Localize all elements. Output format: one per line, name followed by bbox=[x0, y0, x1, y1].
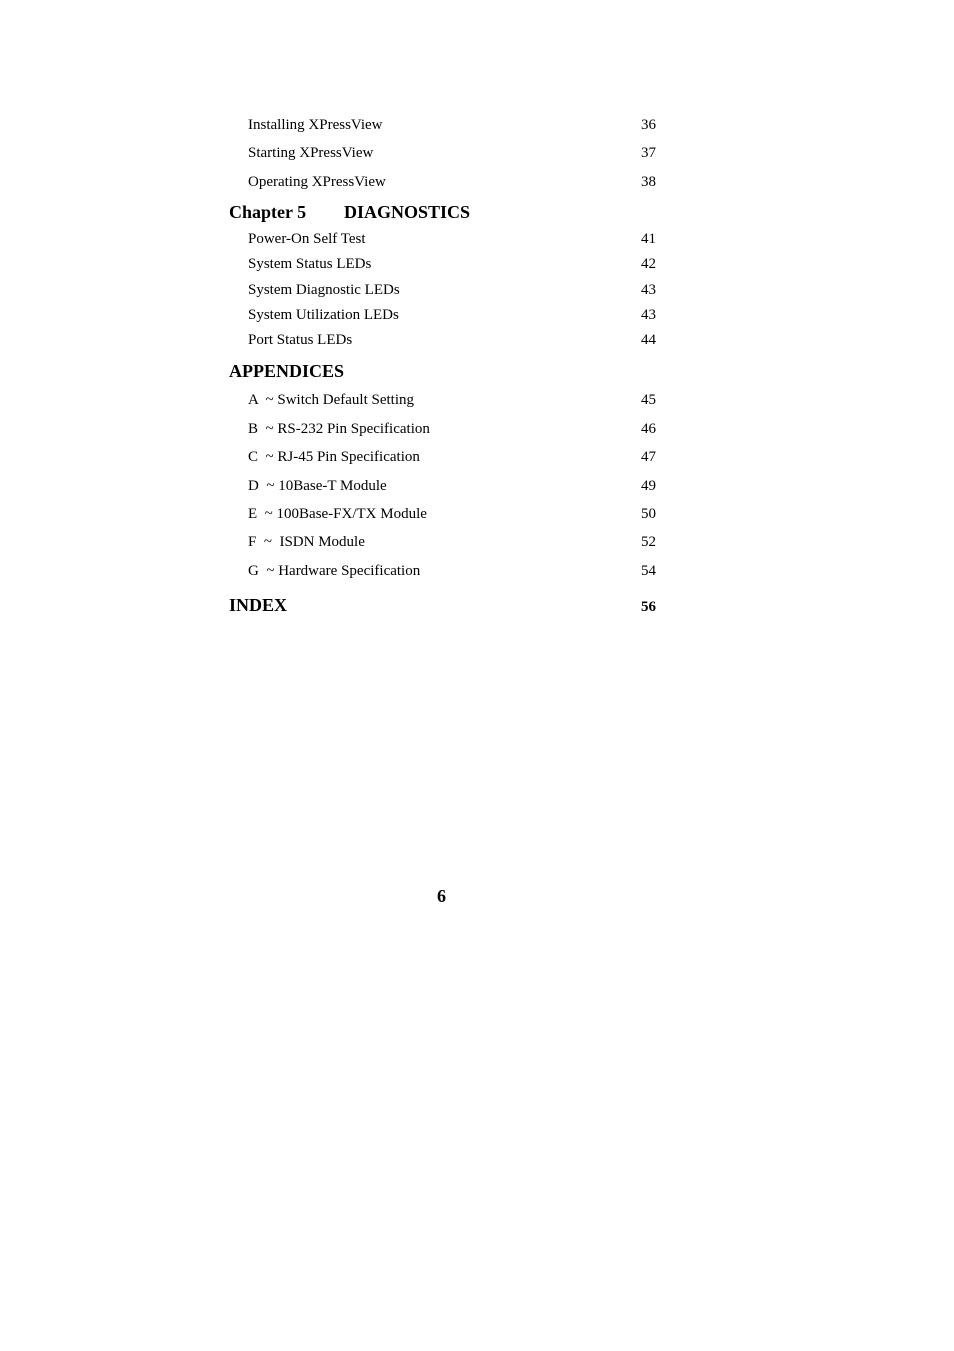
toc-entry-page: 37 bbox=[641, 145, 656, 161]
toc-entry-title: System Diagnostic LEDs bbox=[248, 282, 400, 298]
toc-entry-page: 50 bbox=[641, 506, 656, 522]
toc-entry-title: C ~ RJ-45 Pin Specification bbox=[248, 449, 420, 465]
toc-entry-title: E ~ 100Base-FX/TX Module bbox=[248, 506, 427, 522]
chapter-title: DIAGNOSTICS bbox=[344, 202, 471, 222]
appendices-title: APPENDICES bbox=[229, 361, 345, 381]
toc-entry-title: Power-On Self Test bbox=[248, 231, 366, 247]
toc-entry-page: 47 bbox=[641, 449, 656, 465]
toc-entry-page: 36 bbox=[641, 117, 656, 133]
index-title: INDEX bbox=[229, 595, 288, 615]
toc-entry-title: System Status LEDs bbox=[248, 256, 372, 272]
toc-entry-title: D ~ 10Base-T Module bbox=[248, 478, 387, 494]
toc-entry-title: Starting XPressView bbox=[248, 145, 374, 161]
toc-entry-page: 54 bbox=[641, 563, 656, 579]
toc-entry-page: 44 bbox=[641, 332, 656, 348]
page-number: 6 bbox=[437, 886, 446, 906]
toc-entry-title: G ~ Hardware Specification bbox=[248, 563, 421, 579]
toc-entry-title: B ~ RS-232 Pin Specification bbox=[248, 421, 430, 437]
toc-entry-page: 42 bbox=[641, 256, 656, 272]
toc-entry-title: Port Status LEDs bbox=[248, 332, 353, 348]
toc-entry-title: A ~ Switch Default Setting bbox=[248, 392, 415, 408]
table-of-contents bbox=[229, 0, 656, 700]
toc-entry-title: Installing XPressView bbox=[248, 117, 383, 133]
toc-entry-page: 43 bbox=[641, 307, 656, 323]
toc-entry-page: 41 bbox=[641, 231, 656, 247]
toc-entry-page: 45 bbox=[641, 392, 656, 408]
toc-entry-page: 38 bbox=[641, 174, 656, 190]
toc-entry-page: 43 bbox=[641, 282, 656, 298]
toc-entry-title: F ~ ISDN Module bbox=[248, 534, 365, 550]
toc-entry-page: 49 bbox=[641, 478, 656, 494]
toc-entry-page: 46 bbox=[641, 421, 656, 437]
index-page: 56 bbox=[641, 599, 656, 615]
toc-entry-title: System Utilization LEDs bbox=[248, 307, 399, 323]
chapter-number: Chapter 5 bbox=[229, 202, 307, 222]
toc-entry-title: Operating XPressView bbox=[248, 174, 386, 190]
toc-entry-page: 52 bbox=[641, 534, 656, 550]
